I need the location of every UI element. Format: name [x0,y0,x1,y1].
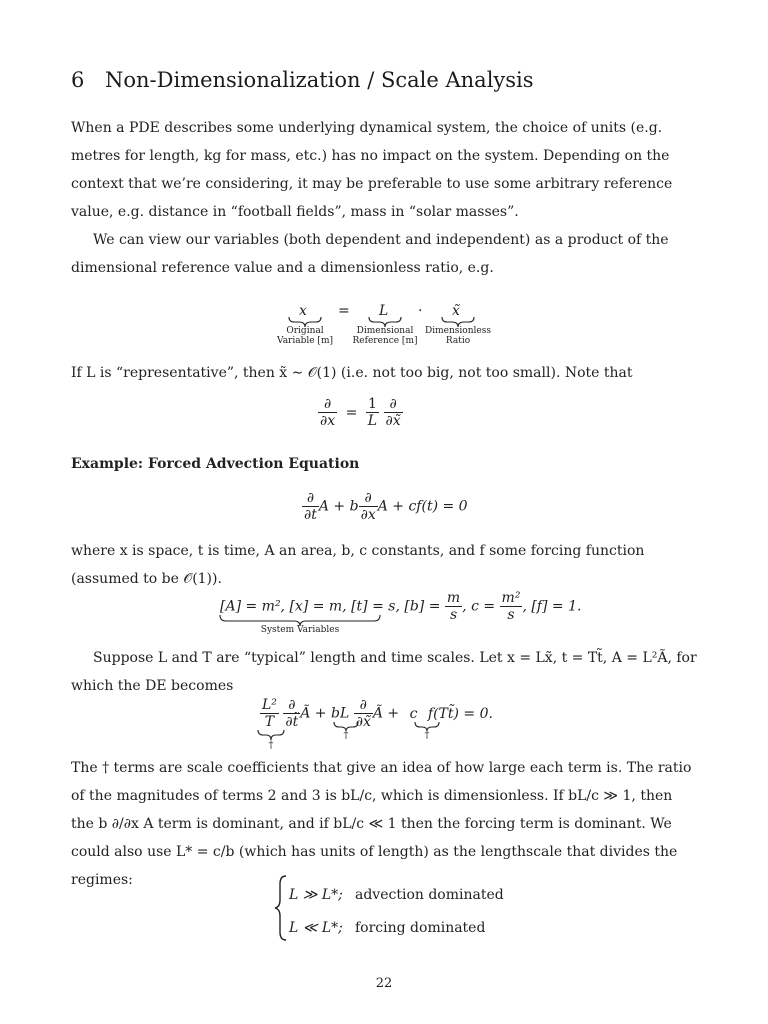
underbrace-term1 [258,730,284,740]
example-heading: Example: Forced Advection Equation [71,456,360,472]
paragraph-representative: If L is “representative”, then x̃ ∼ 𝒪(1) (i.e. not too big, not too small). Note that [71,365,633,381]
equation-units: [A] = m², [x] = m, [t] = s, [b] = $\frac{m}{s}$ , c = $\frac{\text{m²}}{s}$ , [f] = 1. [220,590,582,623]
eq1-ref: L [379,303,389,319]
paragraph-dagger-terms: The † terms are scale coefficients that give an idea of how large each term is. The ratio of the magnitudes of terms 2 and 3 is bL/c, which is dimensionless. If bL/c ≫ 1, then the b ∂/∂x A term is dominant, and if bL/c ≪ 1 then the forcing term is dominant. We could also use L* = c/b (which has units of length) as the lengthscale that divides the regimes: [71,760,692,888]
equation-scaled: $\frac{\text{L²}}{T}$ $\frac{\partial}{\partial t̃}$ Ã + bL $\frac{\partial}{\partial x̃}$ Ã + c f(Tt̃) = 0. [262,697,493,730]
case-forcing: L ≪ L*; forcing dominated [289,920,486,936]
eq1-label-ratio: Dimensionless Ratio [425,326,491,346]
dagger-3: † [424,730,430,741]
eq1-dot: · [418,303,423,319]
paragraph-intro: When a PDE describes some underlying dynamical system, the choice of units (e.g. metres for length, kg for mass, etc.) has no impact on the system. Depending on the context that we’re considering, it may be preferable to use some arbitrary reference value, e.g. distance in “football fields”, mass in “solar masses”. [71,120,673,220]
paragraph-where: where x is space, t is time, A an area, b, c constants, and f some forcing function (assumed to be 𝒪(1)). [71,543,645,587]
eq1-equals: = [338,303,350,319]
equation-derivative: $\frac{\partial}{\partial x}$ = $\frac{1}{L}$ $\frac{\partial}{\partial x̃}$ [320,396,401,429]
paragraph-variables: We can view our variables (both dependent and independent) as a product of the dimensional reference value and a dimensionless ratio, e.g. [71,232,669,276]
section-number: 6 [71,68,85,92]
dagger-1: † [268,740,274,751]
paragraph-suppose: Suppose L and T are “typical” length and time scales. Let x = Lx̃, t = Tt̃, A = L²Ã, for which the DE becomes [71,650,697,694]
units-brace-label: System Variables [260,625,340,635]
page-number: 22 [375,976,393,991]
section-title: Non-Dimensionalization / Scale Analysis [105,68,534,92]
dagger-2: † [343,730,349,741]
eq1-label-reference: Dimensional Reference [m] [352,326,418,346]
section-heading [71,68,534,92]
eq1-lhs: x [299,303,307,319]
equation-advection: $\frac{\partial}{\partial t}$ A + b $\frac{\partial}{\partial x}$ A + cf(t) = 0 [304,490,468,523]
case-advection: L ≫ L*; advection dominated [289,887,504,903]
eq1-label-original: Original Variable [m] [277,326,333,346]
eq1-ratio: x̃ [452,303,460,319]
